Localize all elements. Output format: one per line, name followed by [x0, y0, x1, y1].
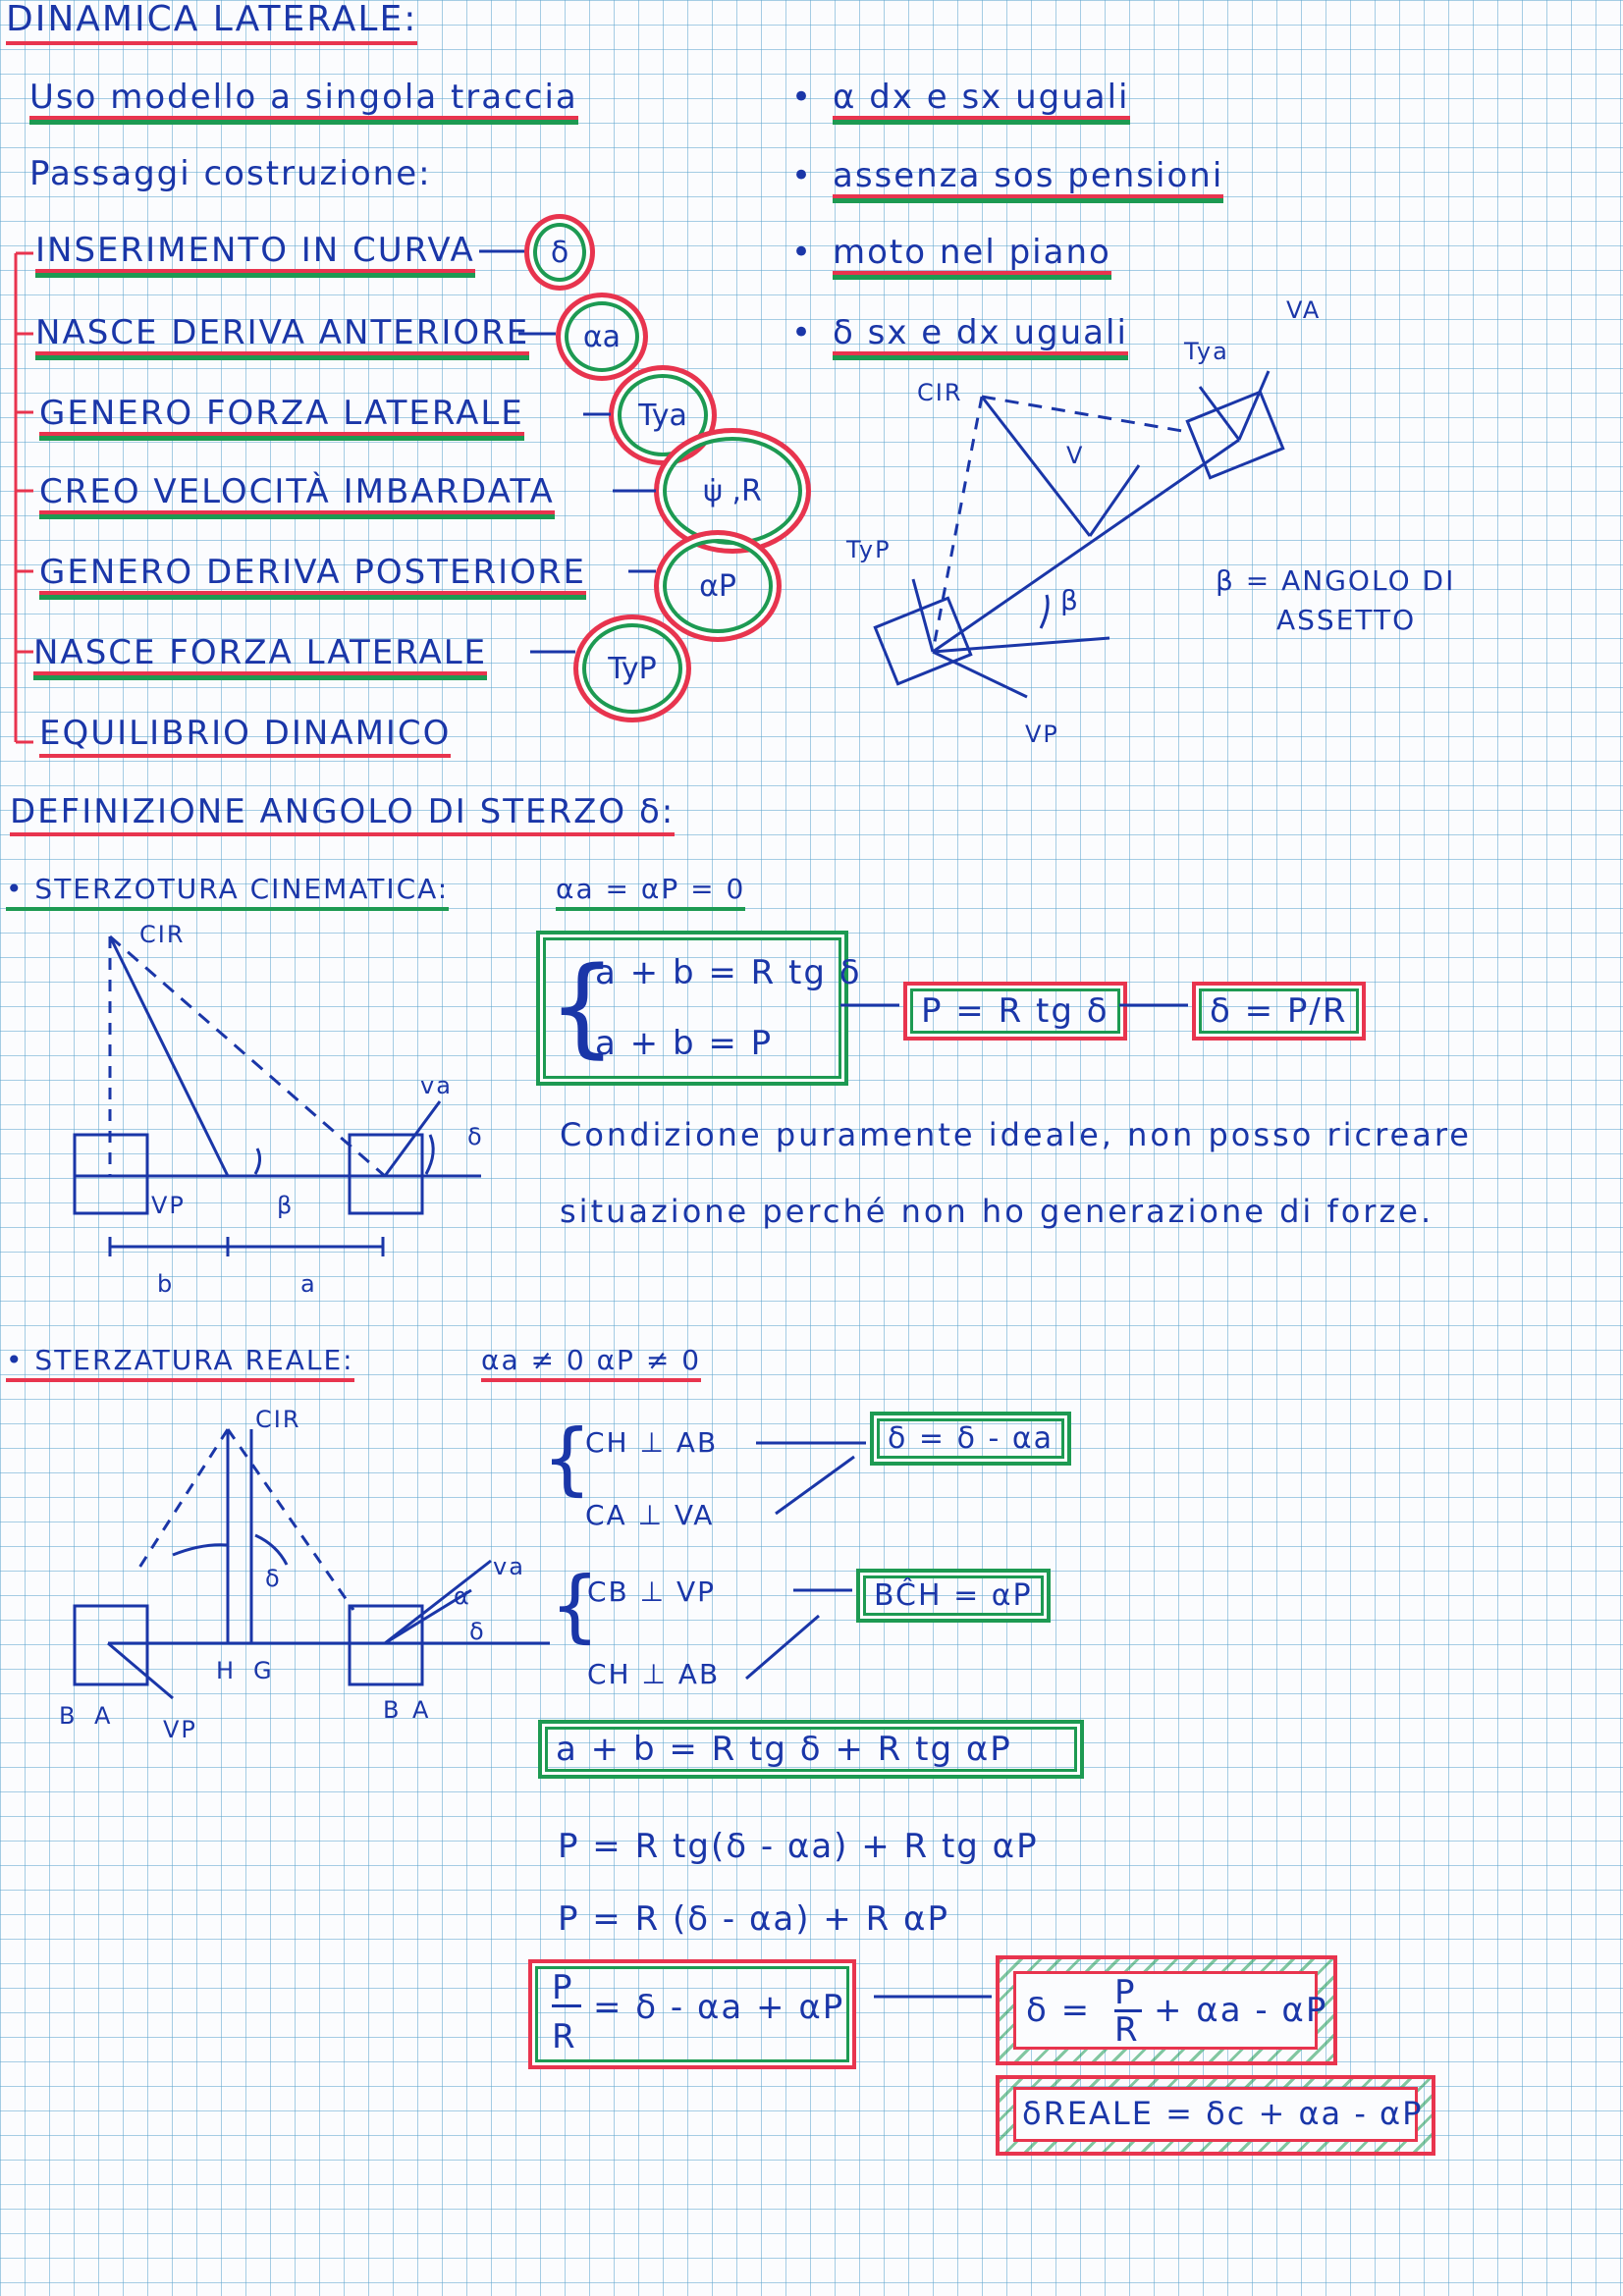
steps-title: Passaggi costruzione: [29, 154, 432, 193]
cinematica-sys-2: a + b = P [595, 1024, 774, 1063]
page-title: DINAMICA LATERALE: [6, 2, 417, 45]
hyp-bullet-1: • [791, 78, 814, 117]
fig3-vp: VP [163, 1716, 197, 1743]
fig2-delta: δ [467, 1123, 484, 1150]
fig3-delta: δ [265, 1565, 282, 1592]
hyp-bullet-2: • [791, 156, 814, 195]
beta-def-1: β = ANGOLO DI [1216, 564, 1456, 597]
hypothesis-4: δ sx e dx uguali [833, 316, 1128, 355]
fig1-typ: TyP [846, 536, 892, 563]
step-symbol-3-text: Tya [638, 398, 687, 433]
fig3-cir: CIR [255, 1406, 301, 1433]
reale-eq-4-num: P [552, 1971, 581, 2007]
fig3-b: B [59, 1702, 78, 1730]
reale-sys-b1: CB ⊥ VP [587, 1575, 716, 1608]
step-2: NASCE DERIVA ANTERIORE [35, 316, 529, 355]
fig2-beta: β [277, 1192, 295, 1219]
reale-sys-a2: CA ⊥ VA [585, 1499, 715, 1531]
fig3-alpha: α [454, 1582, 471, 1610]
cinematica-note-1: Condizione puramente ideale, non posso ricreare [560, 1116, 1472, 1153]
fig1-diagram [875, 371, 1282, 697]
cinematica-sys-1: a + b = R tg δ [595, 953, 862, 992]
reale-brace-1: { [542, 1413, 592, 1504]
model-line: Uso modello a singola traccia [29, 80, 578, 120]
hypothesis-2: assenza sos pensioni [833, 159, 1223, 198]
reale-brace-2: { [550, 1560, 600, 1651]
fig1-tya: Tya [1184, 338, 1229, 365]
cinematica-brace: { [548, 943, 617, 1069]
reale-eq-3: P = R (δ - αa) + R αP [558, 1899, 949, 1939]
reale-result-b: BĈH = αP [856, 1569, 1051, 1623]
step-symbol-2-text: αa [582, 319, 622, 354]
fig2-diagram [75, 936, 481, 1256]
fig3-b2: B [383, 1696, 402, 1724]
fig3-a2: A [412, 1696, 431, 1724]
fig1-cir: CIR [917, 379, 963, 406]
fig1-va: VA [1286, 296, 1322, 324]
step-arrows [479, 251, 656, 652]
hyp-bullet-3: • [791, 233, 814, 272]
reale-sys-b2: CH ⊥ AB [587, 1658, 721, 1690]
cinematica-note-2: situazione perché non ho generazione di forze. [560, 1193, 1434, 1230]
reale-cond: αa ≠ 0 αP ≠ 0 [481, 1347, 701, 1382]
step-symbol-6-text: TyP [608, 651, 657, 686]
reale-label: • STERZATURA REALE: [6, 1347, 354, 1382]
fig3-g: G [253, 1657, 274, 1684]
fig3-delta2: δ [469, 1618, 486, 1645]
step-6: NASCE FORZA LATERALE [33, 636, 487, 675]
beta-def-2: ASSETTO [1276, 604, 1417, 636]
step-1: INSERIMENTO IN CURVA [35, 234, 475, 273]
step-4: CREO VELOCITÀ IMBARDATA [39, 475, 555, 514]
final-reale-text: δREALE = δc + αa - αP [1022, 2095, 1424, 2132]
hypothesis-3: moto nel piano [833, 236, 1111, 275]
fig2-vp: VP [151, 1192, 186, 1219]
step-7: EQUILIBRIO DINAMICO [39, 717, 451, 758]
reale-eq-4-den: R [552, 2017, 577, 2056]
section2-title: DEFINIZIONE ANGOLO DI STERZO δ: [10, 795, 675, 836]
step-symbol-4-text: ψ̇ ,R [703, 473, 762, 508]
cinematica-cond: αa = αP = 0 [556, 876, 745, 911]
reale-eq-1: a + b = R tg δ + R tg αP [538, 1720, 1084, 1779]
fig2-b: b [157, 1270, 175, 1298]
reale-sys-a1: CH ⊥ AB [585, 1426, 719, 1459]
cinematica-result-2: δ = P/R [1192, 982, 1366, 1041]
reale-eq-2: P = R tg(δ - αa) + R tg αP [558, 1827, 1039, 1866]
reale-eq-4-rest: = δ - αa + αP [593, 1988, 845, 2027]
final-res-pre: δ = [1026, 1991, 1092, 2030]
fig2-a: a [300, 1270, 317, 1298]
step-3: GENERO FORZA LATERALE [39, 397, 524, 436]
final-res-den: R [1114, 2010, 1140, 2050]
fig3-diagram [75, 1429, 550, 1698]
fig1-vp: VP [1025, 721, 1059, 748]
fig3-va: va [493, 1553, 525, 1580]
cinematica-result-1: P = R tg δ [903, 982, 1127, 1041]
fig2-va: va [420, 1072, 453, 1099]
final-res-num: P [1114, 1976, 1142, 2012]
steps-bracket [16, 253, 33, 742]
fig1-v: V [1066, 442, 1085, 469]
cinematica-label: • STERZOTURA CINEMATICA: [6, 876, 449, 911]
fig1-beta: β [1060, 584, 1080, 616]
reale-arrows [746, 1443, 992, 1997]
hyp-bullet-4: • [791, 313, 814, 352]
step-5: GENERO DERIVA POSTERIORE [39, 556, 586, 595]
fig3-h: H [216, 1657, 237, 1684]
final-res-rest: + αa - αP [1154, 1991, 1328, 2030]
step-symbol-1-text: δ [550, 235, 569, 270]
step-symbol-5-text: αP [699, 568, 736, 604]
fig3-a: A [94, 1702, 113, 1730]
reale-result-a: δ = δ - αa [870, 1412, 1071, 1466]
hypothesis-1: α dx e sx uguali [833, 80, 1130, 120]
fig2-cir: CIR [139, 921, 186, 948]
